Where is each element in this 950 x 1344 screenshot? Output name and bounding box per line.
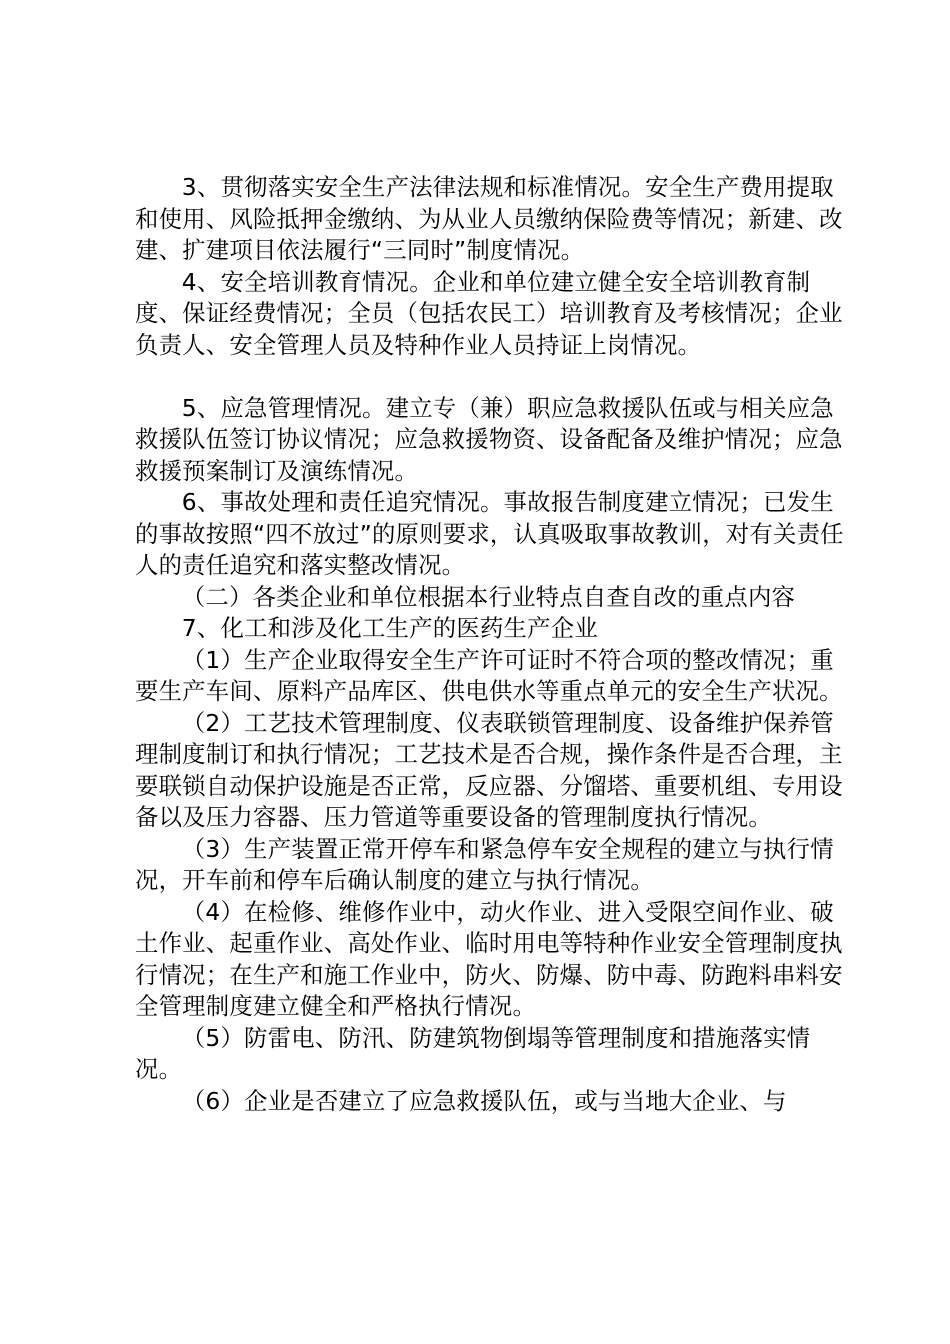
section-heading-two: （二）各类企业和单位根据本行业特点自查自改的重点内容	[181, 582, 796, 611]
item-2: （2）工艺技术管理制度、仪表联锁管理制度、设备维护保养管理制度制订和执行情况；工艺技术是否合规，操作条件是否合理，主要联锁自动保护设施是否正常，反应器、分馏塔、重要机组、专用设备以及压力容器、压力管道等重要设备的管理制度执行情况。	[135, 708, 843, 831]
item-5: （5）防雷电、防汛、防建筑物倒塌等管理制度和措施落实情况。	[135, 1023, 811, 1083]
paragraph-5-emergency: 5、应急管理情况。建立专（兼）职应急救援队伍或与相关应急救援队伍签订协议情况；应急救援物资、设备配备及维护情况；应急救援预案制订及演练情况。	[135, 393, 843, 485]
paragraph-6-accidents: 6、事故处理和责任追究情况。事故报告制度建立情况；已发生的事故按照“四不放过”的原则要求，认真吸取事故教训，对有关责任人的责任追究和落实整改情况。	[135, 488, 844, 579]
document-body	[135, 172, 847, 1117]
paragraph-7-chemical: 7、化工和涉及化工生产的医药生产企业	[181, 614, 598, 642]
item-4: （4）在检修、维修作业中，动火作业、进入受限空间作业、破土作业、起重作业、高处作业、临时用电等特种作业安全管理制度执行情况；在生产和施工作业中，防火、防爆、防中毒、防跑料串料安全管理制度建立健全和严格执行情况。	[135, 897, 843, 1020]
item-3: （3）生产装置正常开停车和紧急停车安全规程的建立与执行情况，开车前和停车后确认制度的建立与执行情况。	[135, 834, 834, 894]
paragraph-3-regulations: 3、贯彻落实安全生产法律法规和标准情况。安全生产费用提取和使用、风险抵押金缴纳、为从业人员缴纳保险费等情况；新建、改建、扩建项目依法履行“三同时”制度情况。	[135, 173, 843, 264]
item-6: （6）企业是否建立了应急救援队伍，或与当地大企业、与	[181, 1086, 787, 1115]
item-1: （1）生产企业取得安全生产许可证时不符合项的整改情况；重要生产车间、原料产品库区、供电供水等重点单元的安全生产状况。	[135, 645, 843, 705]
paragraph-4-training: 4、安全培训教育情况。企业和单位建立健全安全培训教育制度、保证经费情况；全员（包括农民工）培训教育及考核情况；企业负责人、安全管理人员及特种作业人员持证上岗情况。	[135, 267, 843, 359]
